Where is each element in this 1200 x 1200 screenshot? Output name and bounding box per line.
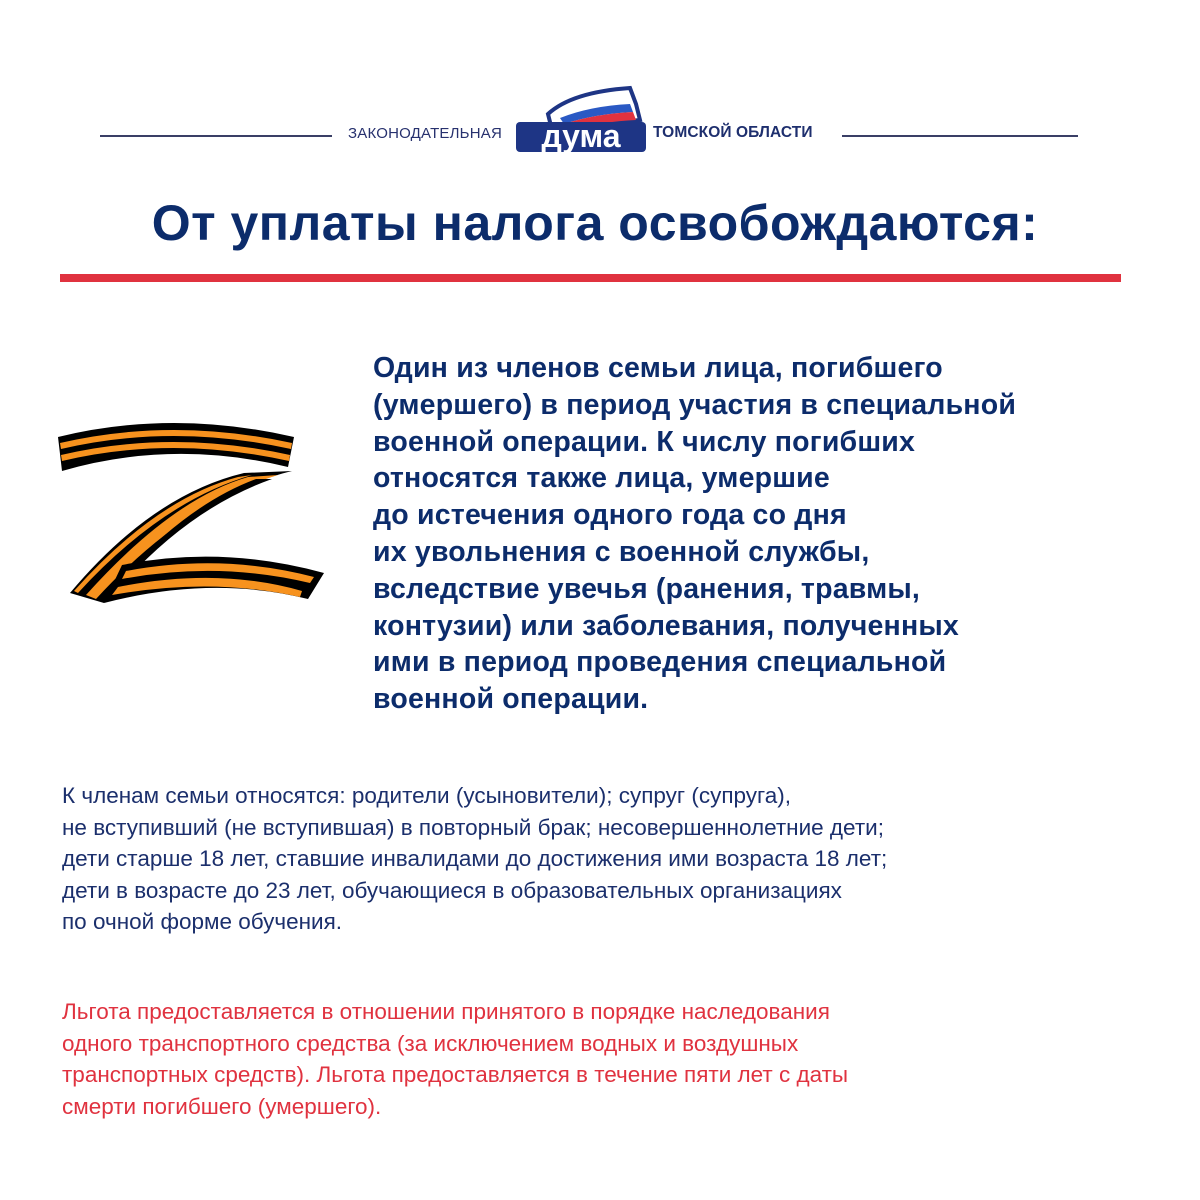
text-line: не вступивший (не вступившая) в повторный брак; несовершеннолетние дети; [62,814,884,840]
st-george-ribbon-z-icon [52,415,332,605]
page-title: От уплаты налога освобождаются: [151,195,1039,251]
text-line: военной операции. К числу погибших [373,425,916,458]
text-line: транспортных средств). Льгота предоставляется в течение пяти лет с даты [62,1062,849,1088]
duma-logo-icon [512,84,650,156]
text-line: (умершего) в период участия в специальной [373,388,1017,421]
svg-text:дума: дума [541,118,621,154]
text-line: до истечения одного года со дня [373,499,847,532]
text-line: дети старше 18 лет, ставшие инвалидами до достижения ими возраста 18 лет; [62,846,888,872]
text-line: ими в период проведения специальной [373,646,947,679]
text-line: военной операции. [373,683,649,716]
header-divider-right [842,135,1078,137]
text-line: одного транспортного средства (за исключением водных и воздушных [62,1030,799,1056]
text-line: К членам семьи относятся: родители (усыновители); супруг (супруга), [62,783,792,808]
org-name-left: ЗАКОНОДАТЕЛЬНАЯ [348,125,502,142]
header-divider-left [100,135,332,137]
text-line: контузии) или заболевания, полученных [373,609,959,642]
text-line: Один из членов семьи лица, погибшего [373,352,943,384]
text-line: их увольнения с военной службы, [373,535,870,568]
text-line: Льгота предоставляется в отношении принятого в порядке наследования [62,999,830,1024]
text-line: по очной форме обучения. [62,909,343,935]
title-underline [60,274,1121,282]
org-name-right: ТОМСКОЙ ОБЛАСТИ [653,124,813,141]
exemption-description [373,350,1153,718]
text-line: дети в возрасте до 23 лет, обучающиеся в образовательных организациях [62,877,842,903]
benefit-conditions-note [62,996,1162,1122]
text-line: относятся также лица, умершие [373,462,830,495]
family-members-note [62,780,1162,938]
text-line: вследствие увечья (ранения, травмы, [373,572,921,605]
text-line: смерти погибшего (умершего). [62,1093,382,1119]
